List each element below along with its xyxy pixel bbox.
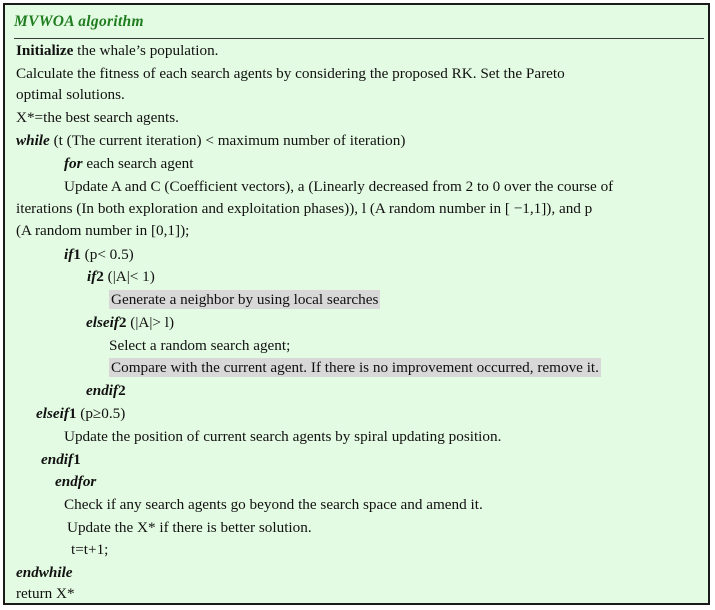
line-update-3: (A random number in [0,1]);: [16, 222, 190, 239]
line-endfor: [55, 472, 96, 492]
line-calculate-1: Calculate the fitness of each search agents by considering the proposed RK. Set the Pareto: [16, 65, 565, 82]
keyword-endif: endif: [41, 451, 74, 468]
keyword-number: 2: [118, 382, 126, 399]
line-initialize: [16, 41, 218, 61]
line-elseif2: [86, 313, 174, 333]
line-text: each search agent: [82, 155, 194, 172]
line-update-2: iterations (In both exploration and exploitation phases)), l (A random number in [ −1,1]), and p: [16, 200, 593, 217]
keyword-elseif: elseif: [36, 405, 69, 422]
line-update-1: Update A and C (Coefficient vectors), a (Linearly decreased from 2 to 0 over the course of: [64, 178, 614, 195]
line-elseif1: [36, 404, 125, 424]
keyword-for: for: [64, 155, 83, 172]
line-endif2: [86, 381, 126, 401]
keyword-endif: endif: [86, 382, 119, 399]
keyword-elseif: elseif: [86, 314, 119, 331]
line-spiral: Update the position of current search agents by spiral updating position.: [64, 428, 502, 445]
keyword-number: 2: [118, 314, 127, 331]
line-endif1: [41, 450, 81, 470]
line-text: the whale’s population.: [73, 42, 219, 59]
line-text: (|A|< 1): [103, 268, 155, 285]
keyword-initialize: Initialize: [16, 42, 74, 59]
line-calculate-2: optimal solutions.: [16, 86, 125, 103]
keyword-number: 1: [68, 405, 77, 422]
line-update-x: Update the X* if there is better solution.: [67, 519, 312, 536]
keyword-if: if: [87, 268, 97, 285]
line-endwhile: [16, 563, 73, 583]
highlighted-text: Compare with the current agent. If there is no improvement occurred, remove it.: [111, 359, 599, 376]
line-text: (t (The current iteration) < maximum number of iteration): [49, 132, 406, 149]
line-text: (p< 0.5): [80, 246, 134, 263]
line-select: Select a random search agent;: [109, 337, 291, 354]
keyword-number: 1: [73, 246, 81, 263]
line-check: Check if any search agents go beyond the search space and amend it.: [64, 496, 483, 513]
algorithm-title: MVWOA algorithm: [14, 13, 144, 30]
line-text: (p≥0.5): [76, 405, 126, 422]
algorithm-box: [3, 3, 710, 605]
line-text: (|A|> l): [126, 314, 175, 331]
keyword-endwhile: endwhile: [16, 564, 73, 581]
line-if1: [64, 245, 134, 265]
line-if2: [87, 267, 155, 287]
keyword-number: 1: [73, 451, 81, 468]
highlighted-text: Generate a neighbor by using local searches: [111, 291, 379, 308]
line-t-increment: t=t+1;: [71, 541, 109, 558]
title-divider: [14, 38, 704, 39]
line-compare: [109, 358, 601, 378]
keyword-if: if: [64, 246, 74, 263]
keyword-while: while: [16, 132, 50, 149]
line-while: [16, 131, 405, 151]
keyword-number: 2: [96, 268, 104, 285]
line-xstar: X*=the best search agents.: [16, 109, 179, 126]
keyword-endfor: endfor: [55, 473, 97, 490]
line-generate: [109, 290, 380, 310]
line-for: [64, 154, 193, 174]
line-return: return X*: [16, 585, 75, 602]
